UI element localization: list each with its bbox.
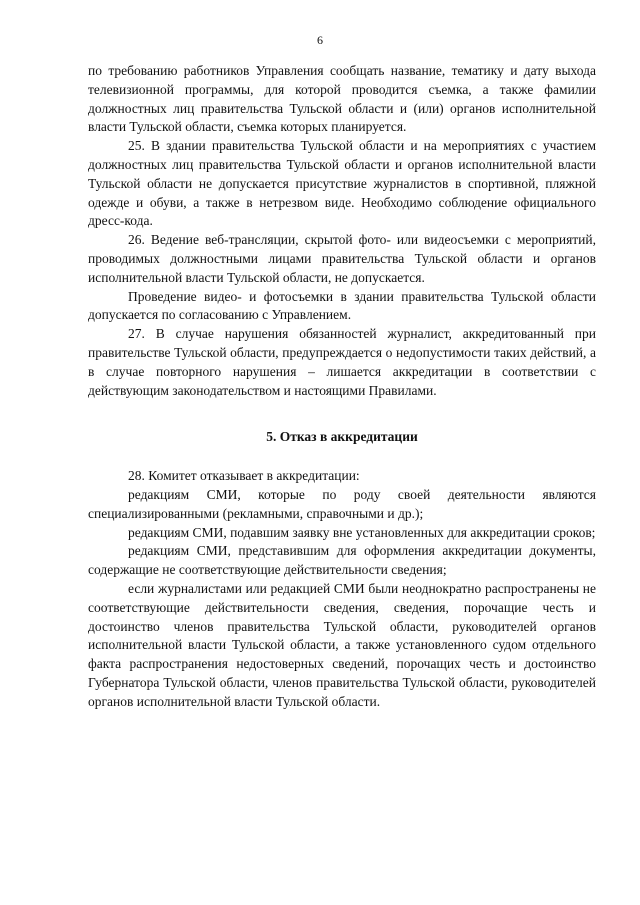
- paragraph-27: 27. В случае нарушения обязанностей журналист, аккредитованный при правительстве Тульской области, предупреждается о недопустимости таких действий, а в случае повторного нарушения – лишается аккредитации в соответствии с действующим законодательством и настоящими Правилами.: [88, 326, 596, 398]
- list-item: редакциям СМИ, которые по роду своей деятельности являются специализированными (рекламными, справочными и др.);: [88, 486, 596, 521]
- paragraph-28: 28. Комитет отказывает в аккредитации:: [128, 468, 360, 484]
- page-number: 6: [317, 33, 323, 47]
- paragraph-25: 25. В здании правительства Тульской области и на мероприятиях с участием должностных лиц правительства Тульской области и органов исполнительной власти Тульской области не допускается присутствие журналистов в спортивной, пляжной одежде и обуви, а также в нетрезвом виде. Необходимо соблюдение официального дресс-кода.: [88, 138, 596, 229]
- list-item: редакциям СМИ, представившим для оформления аккредитации документы, содержащие не соответствующие действительности сведения;: [88, 543, 596, 578]
- paragraph-26: 26. Ведение веб-трансляции, скрытой фото- или видеосъемки с мероприятий, проводимых должностными лицами правительства Тульской области и органов исполнительной власти Тульской области, не допускается.: [88, 232, 596, 285]
- paragraph-photo-permission: Проведение видео- и фотосъемки в здании правительства Тульской области допускается по согласованию с Управлением.: [88, 288, 596, 323]
- list-item: редакциям СМИ, подавшим заявку вне установленных для аккредитации сроков;: [128, 524, 596, 540]
- section-heading: 5. Отказ в аккредитации: [266, 429, 418, 445]
- list-item: если журналистами или редакцией СМИ были неоднократно распространены не соответствующие действительности сведения, сведения, порочащие честь и достоинство членов правительства Тульской области, руководителей органов исполнительной власти Тульской области, а также установленного судом отдельного факта распространения недостоверных сведений, порочащих честь и достоинство Губернатора Тульской области, членов правительства Тульской области, руководителей органов исполнительной власти Тульской области.: [88, 580, 596, 709]
- document-body: [88, 62, 596, 712]
- paragraph-continuation: по требованию работников Управления сообщать название, тематику и дату выхода телевизионной программы, для которой проводится съемка, а также фамилии должностных лиц правительства Тульской области и (или) органов исполнительной власти Тульской области, съемка которых планируется.: [88, 63, 596, 135]
